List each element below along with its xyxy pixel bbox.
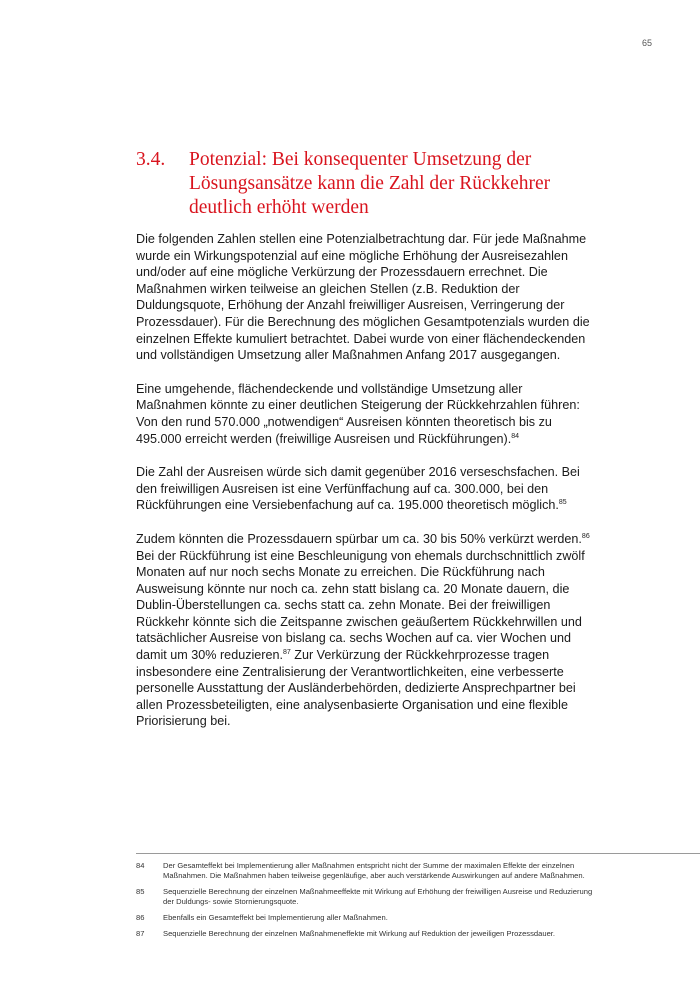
footnote-number: 85 bbox=[136, 887, 145, 896]
paragraph-text: Die Zahl der Ausreisen würde sich damit gegenüber 2016 verseschsfachen. Bei den freiwilligen Ausreisen ist eine Verfünffachung auf ca. 300.000, bei den Rückführungen eine Versiebenfachung auf ca. 195.000 theoretisch möglich. bbox=[136, 465, 580, 513]
section-title: Potenzial: Bei konsequenter Umsetzung der Lösungsansätze kann die Zahl der Rückkehrer deutlich erhöht werden bbox=[189, 149, 551, 218]
footnote-text: Der Gesamteffekt bei Implementierung aller Maßnahmen entspricht nicht der Summe der maximalen Effekte der einzelnen Maßnahmen. Die Maßnahmen haben teilweise gegenläufige, aber auch verstärkende Auswirkungen auf andere Maßnahmen. bbox=[163, 861, 585, 880]
footnote bbox=[136, 929, 594, 939]
footnote-ref[interactable]: 85 bbox=[558, 499, 567, 507]
footnote-divider bbox=[136, 853, 700, 854]
body-text bbox=[136, 231, 591, 747]
paragraph bbox=[136, 231, 591, 364]
paragraph bbox=[136, 531, 591, 730]
paragraph-text: Bei der Rückführung ist eine Beschleunigung von ehemals durchschnittlich zwölf Monaten auf nur noch sechs Monate zu erreichen. Die Rückführung nach Ausweisung könnte nur noch ca. zehn statt bislang ca. 20 Monate dauern, die Dublin-Überstellungen ca. sechs statt ca. zehn Monate. Bei der freiwilligen Rückkehr könnte sich die Zeitspanne zwischen geäußertem Rückkehrwillen und tatsächlicher Ausreise von bislang ca. sechs Wochen auf ca. vier Wochen und damit um 30% reduzieren. bbox=[136, 548, 585, 663]
paragraph-text: Eine umgehende, flächendeckende und vollständige Umsetzung aller Maßnahmen könnte zu einer deutlichen Steigerung der Rückkehrzahlen führen: Von den rund 570.000 „notwendigen“ Ausreisen könnten theoretisch bis zu 495.000 erreicht werden (freiwillige Ausreisen und Rückführungen). bbox=[136, 381, 580, 446]
footnote-number: 84 bbox=[136, 861, 145, 870]
paragraph bbox=[136, 464, 591, 514]
section-heading bbox=[136, 148, 606, 220]
paragraph-text: Zur Verkürzung der Rückkehrprozesse tragen insbesondere eine Zentralisierung der Verantwortlichkeiten, eine verbesserte personelle Ausstattung der Ausländerbehörden, dedizierte Ansprechpartner bei allen Prozessbeteiligten, eine analysenbasierte Organisation und eine flexible Priorisierung bei. bbox=[136, 648, 576, 729]
section-number: 3.4. bbox=[136, 149, 166, 170]
footnote-text: Ebenfalls ein Gesamteffekt bei Implementierung aller Maßnahmen. bbox=[163, 913, 388, 922]
footnote bbox=[136, 861, 594, 881]
page-number: 65 bbox=[641, 38, 652, 48]
paragraph-text: Die folgenden Zahlen stellen eine Potenzialbetrachtung dar. Für jede Maßnahme wurde ein Wirkungspotenzial auf eine mögliche Erhöhung der Ausreisezahlen und/oder auf eine mögliche Verkürzung der Prozessdauern errechnet. Die Maßnahmen wirken teilweise an gleichen Stellen (z.B. Reduktion der Duldungsquote, Erhöhung der Anzahl freiwilliger Ausreisen, Verringerung der Prozessdauer). Für die Berechnung des möglichen Gesamtpotenzials wurden die einzelnen Effekte kumuliert betrachtet. Dabei wurde von einer flächendeckenden und vollständigen Umsetzung aller Maßnahmen Anfang 2017 ausgegangen. bbox=[136, 232, 590, 363]
footnote-number: 86 bbox=[136, 913, 145, 922]
footnote-ref[interactable]: 86 bbox=[581, 532, 590, 540]
footnote bbox=[136, 887, 594, 907]
footnote-ref[interactable]: 87 bbox=[283, 648, 291, 656]
footnote-ref[interactable]: 84 bbox=[511, 432, 520, 440]
footnotes bbox=[136, 861, 594, 945]
footnote-text: Sequenzielle Berechnung der einzelnen Maßnahmeneffekte mit Wirkung auf Reduktion der jeweiligen Prozessdauer. bbox=[163, 929, 556, 938]
paragraph bbox=[136, 381, 591, 447]
paragraph-text: Zudem könnten die Prozessdauern spürbar um ca. 30 bis 50% verkürzt werden. bbox=[136, 531, 582, 546]
footnote-text: Sequenzielle Berechnung der einzelnen Maßnahmeeffekte mit Wirkung auf Erhöhung der freiwilligen Ausreise und Reduzierung der Duldungs- sowie Stornierungsquote. bbox=[163, 887, 593, 906]
footnote bbox=[136, 913, 594, 923]
footnote-number: 87 bbox=[136, 929, 145, 938]
